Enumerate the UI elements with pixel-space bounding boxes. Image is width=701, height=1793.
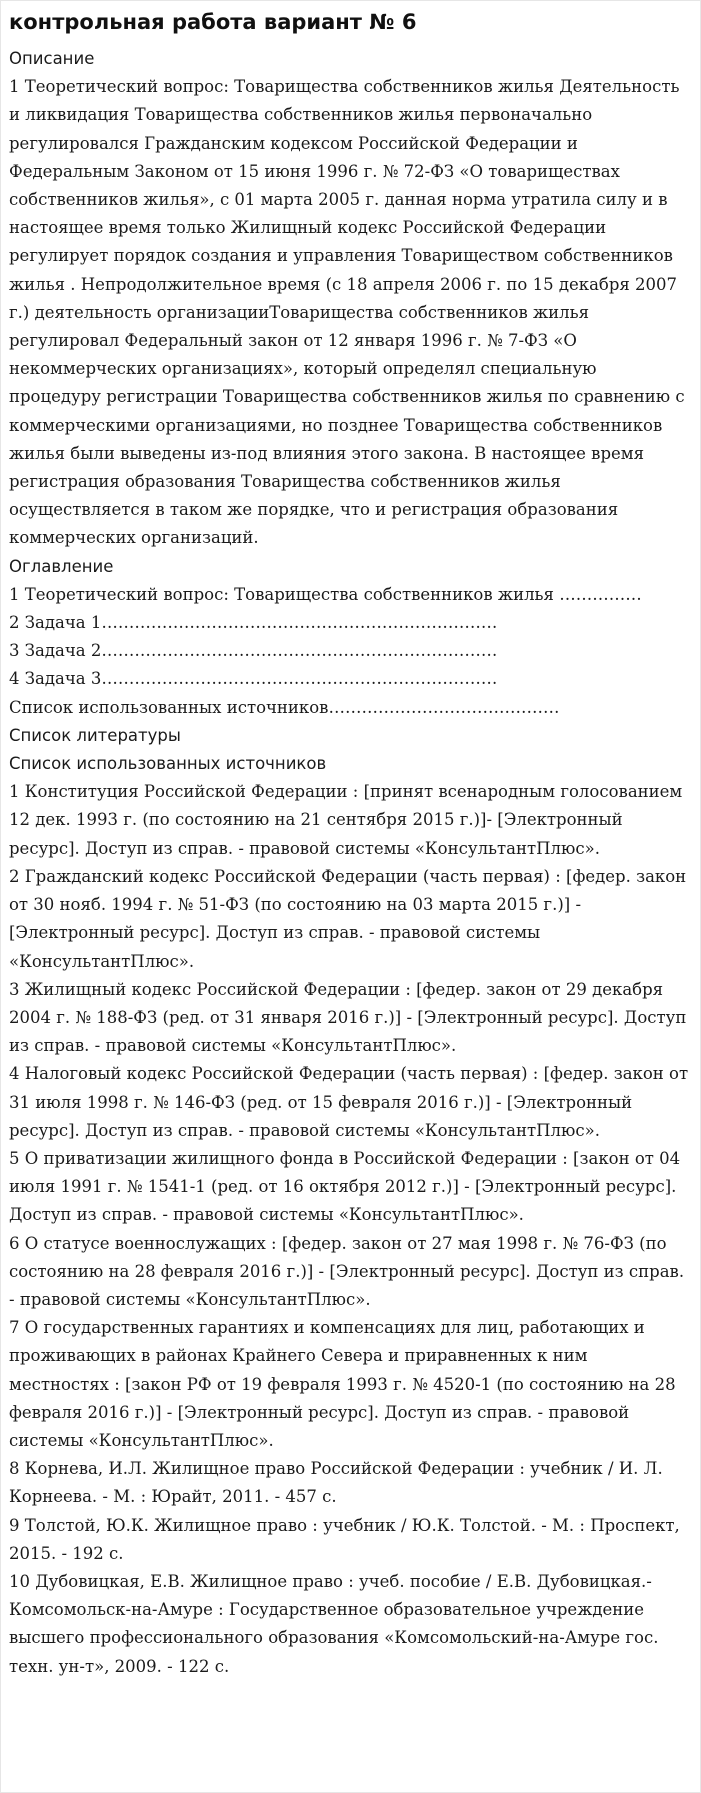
description-label: Описание: [9, 49, 95, 68]
toc-item: Список использованных источников……………………………………: [9, 697, 560, 717]
source-item: 5 О приватизации жилищного фонда в Российской Федерации : [закон от 04 июля 1991 г. № 1541-1 (ред. от 16 октября 2012 г.)] - [Электронный ресурс]. Доступ из справ. - правовой системы «КонсультантПлюс».: [9, 1148, 681, 1225]
source-item: 7 О государственных гарантиях и компенсациях для лиц, работающих и проживающих в районах Крайнего Севера и приравненных к ним местностях : [закон РФ от 19 февраля 1993 г. № 4520-1 (по состоянию на 28 февраля 2016 г.)] - [Электронный ресурс]. Доступ из справ. - правовой системы «КонсультантПлюс».: [9, 1318, 676, 1450]
toc-item: 3 Задача 2………………………………………………………………: [9, 641, 498, 661]
source-item: 3 Жилищный кодекс Российской Федерации : [федер. закон от 29 декабря 2004 г. № 188-ФЗ (ред. от 31 января 2016 г.)] - [Электронный ресурс]. Доступ из справ. - правовой системы «КонсультантПлюс».: [9, 979, 687, 1056]
toc-item: 1 Теоретический вопрос: Товарищества собственников жилья ……………: [9, 584, 642, 604]
source-item: 9 Толстой, Ю.К. Жилищное право : учебник / Ю.К. Толстой. - М. : Проспект, 2015. - 192 с.: [9, 1515, 680, 1563]
sources-label: Список использованных источников: [9, 754, 327, 774]
toc-label: Оглавление: [9, 556, 114, 576]
description-text: 1 Теоретический вопрос: Товарищества собственников жилья Деятельность и ликвидация Товарищества собственников жилья первоначально регулировался Гражданским кодексом Российской Федерации и Федеральным Законом от 15 июня 1996 г. № 72-ФЗ «О товариществах собственников жилья», с 01 марта 2005 г. данная норма утратила силу и в настоящее время только Жилищный кодекс Российской Федерации регулирует порядок создания и управления Товариществом собственников жилья . Непродолжительное время (с 18 апреля 2006 г. по 15 декабря 2007 г.) деятельность организацииТоварищества собственников жилья регулировал Федеральный закон от 12 января 1996 г. № 7-ФЗ «О некоммерческих организациях», который определял специальную процедуру регистрации Товарищества собственников жилья по сравнению с коммерческими организациями, но позднее Товарищества собственников жилья были выведены из-под влияния этого закона. В настоящее время регистрация образования Товарищества собственников жилья осуществляется в таком же порядке, что и регистрация образования коммерческих организаций.: [9, 77, 685, 548]
toc-item: 2 Задача 1………………………………………………………………: [9, 613, 498, 633]
source-item: 4 Налоговый кодекс Российской Федерации (часть первая) : [федер. закон от 31 июля 1998 г. № 146-ФЗ (ред. от 15 февраля 2016 г.)] - [Электронный ресурс]. Доступ из справ. - правовой системы «КонсультантПлюс».: [9, 1064, 689, 1140]
source-item: 6 О статусе военнослужащих : [федер. закон от 27 мая 1998 г. № 76-ФЗ (по состоянию на 28 февраля 2016 г.)] - [Электронный ресурс]. Доступ из справ. - правовой системы «КонсультантПлюс».: [9, 1233, 685, 1309]
source-item: 8 Корнева, И.Л. Жилищное право Российской Федерации : учебник / И. Л. Корнеева. - М. : Юрайт, 2011. - 457 с.: [9, 1459, 663, 1507]
source-item: 10 Дубовицкая, Е.В. Жилищное право : учеб. пособие / Е.В. Дубовицкая.- Комсомольск-на-Амуре : Государственное образовательное учреждение высшего профессионального образования «Комсомольский-на-Амуре гос. техн. ун-т», 2009. - 122 с.: [9, 1571, 659, 1676]
literature-label: Список литературы: [9, 725, 181, 745]
toc-item: 4 Задача 3………………………………………………………………: [9, 669, 498, 689]
document-title: контрольная работа вариант № 6: [9, 10, 417, 34]
source-item: 2 Гражданский кодекс Российской Федерации (часть первая) : [федер. закон от 30 нояб. 1994 г. № 51-ФЗ (по состоянию на 03 марта 2015 г.)] - [Электронный ресурс]. Доступ из справ. - правовой системы «КонсультантПлюс».: [9, 866, 687, 971]
source-item: 1 Конституция Российской Федерации : [принят всенародным голосованием 12 дек. 1993 г. (по состоянию на 21 сентября 2015 г.)]- [Электронный ресурс]. Доступ из справ. - правовой системы «КонсультантПлюс».: [9, 782, 683, 858]
